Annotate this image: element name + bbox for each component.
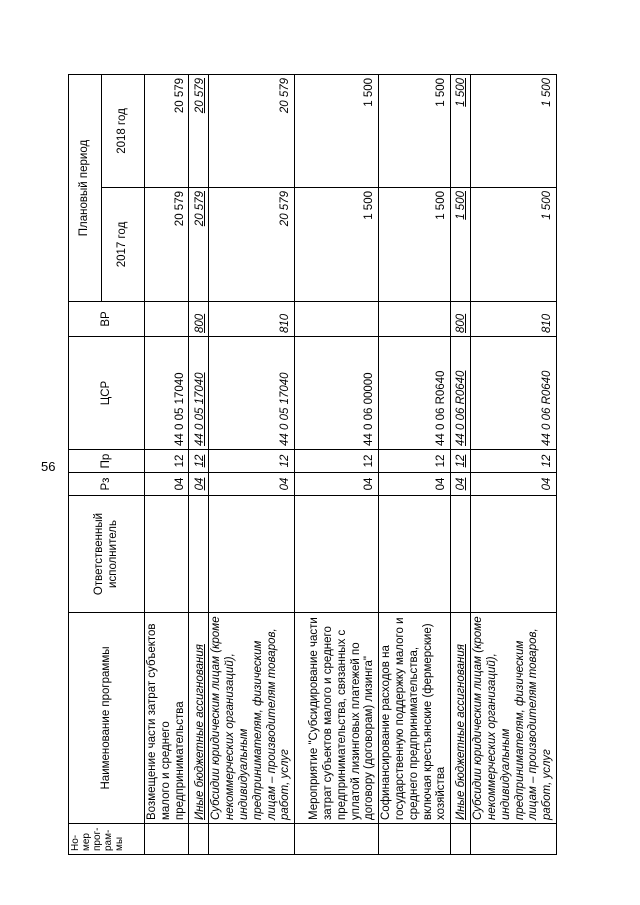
cell-exec bbox=[379, 496, 451, 613]
header-name: Наименование программы bbox=[69, 613, 145, 824]
cell-2018: 1 500 bbox=[379, 74, 451, 187]
cell-vr bbox=[295, 302, 379, 337]
cell-csr: 44 0 06 R0640 bbox=[451, 337, 471, 450]
cell-rz: 04 bbox=[471, 473, 557, 496]
header-vr: ВР bbox=[69, 302, 145, 337]
table-row bbox=[295, 74, 379, 854]
cell-vr bbox=[145, 302, 189, 337]
cell-num bbox=[209, 824, 295, 855]
cell-2017: 1 500 bbox=[451, 188, 471, 302]
cell-pr: 12 bbox=[451, 450, 471, 473]
cell-2017: 20 579 bbox=[145, 188, 189, 302]
page-number: 56 bbox=[41, 459, 56, 474]
table-row bbox=[379, 74, 451, 854]
table-row bbox=[209, 74, 295, 854]
cell-csr: 44 0 06 R0640 bbox=[471, 337, 557, 450]
cell-csr: 44 0 06 00000 bbox=[295, 337, 379, 450]
cell-vr: 800 bbox=[451, 302, 471, 337]
cell-2017: 1 500 bbox=[295, 188, 379, 302]
cell-2018: 20 579 bbox=[189, 74, 209, 187]
cell-2017: 20 579 bbox=[189, 188, 209, 302]
cell-num bbox=[189, 824, 209, 855]
cell-rz: 04 bbox=[189, 473, 209, 496]
cell-pr: 12 bbox=[189, 450, 209, 473]
header-pr: Пр bbox=[69, 450, 145, 473]
cell-rz: 04 bbox=[145, 473, 189, 496]
cell-exec bbox=[189, 496, 209, 613]
cell-csr: 44 0 05 17040 bbox=[145, 337, 189, 450]
cell-csr: 44 0 05 17040 bbox=[189, 337, 209, 450]
cell-2018: 1 500 bbox=[295, 74, 379, 187]
cell-pr: 12 bbox=[209, 450, 295, 473]
cell-name: Субсидии юридическим лицам (кроме некоммерческих организаций), индивидуальным предпринимателям, физическим лицам – производителям товаров, работ, услуг bbox=[471, 613, 557, 824]
header-2017: 2017 год bbox=[102, 188, 145, 302]
header-num: Но-мер прог-рам-мы bbox=[69, 824, 145, 855]
cell-exec bbox=[451, 496, 471, 613]
cell-2017: 20 579 bbox=[209, 188, 295, 302]
cell-rz: 04 bbox=[209, 473, 295, 496]
rotated-table-wrapper bbox=[68, 75, 554, 855]
table-row bbox=[189, 74, 209, 854]
cell-2018: 20 579 bbox=[145, 74, 189, 187]
cell-name: Иные бюджетные ассигнования bbox=[189, 613, 209, 824]
cell-num bbox=[145, 824, 189, 855]
cell-2018: 1 500 bbox=[471, 74, 557, 187]
cell-2018: 20 579 bbox=[209, 74, 295, 187]
cell-pr: 12 bbox=[471, 450, 557, 473]
header-plan: Плановый период bbox=[69, 74, 102, 301]
budget-table bbox=[68, 74, 557, 855]
cell-pr: 12 bbox=[145, 450, 189, 473]
cell-pr: 12 bbox=[295, 450, 379, 473]
cell-exec bbox=[295, 496, 379, 613]
cell-vr bbox=[379, 302, 451, 337]
table-row bbox=[145, 74, 189, 854]
table-row bbox=[471, 74, 557, 854]
cell-rz: 04 bbox=[451, 473, 471, 496]
cell-vr: 800 bbox=[189, 302, 209, 337]
cell-2017: 1 500 bbox=[471, 188, 557, 302]
cell-name: Возмещение части затрат субъектов малого и среднего предпринимательства bbox=[145, 613, 189, 824]
cell-name: Субсидии юридическим лицам (кроме некоммерческих организаций), индивидуальным предпринимателям, физическим лицам – производителям товаров, работ, услуг bbox=[209, 613, 295, 824]
cell-exec bbox=[471, 496, 557, 613]
cell-name: Иные бюджетные ассигнования bbox=[451, 613, 471, 824]
cell-rz: 04 bbox=[379, 473, 451, 496]
header-csr: ЦСР bbox=[69, 337, 145, 450]
table-row bbox=[451, 74, 471, 854]
cell-2018: 1 500 bbox=[451, 74, 471, 187]
header-2018: 2018 год bbox=[102, 74, 145, 187]
cell-exec bbox=[209, 496, 295, 613]
cell-pr: 12 bbox=[379, 450, 451, 473]
cell-exec bbox=[145, 496, 189, 613]
cell-num bbox=[471, 824, 557, 855]
cell-name: Мероприятие "Субсидирование части затрат субъектов малого и среднего предпринимательства, связанных с уплатой лизинговых платежей по договору (договорам) лизинга" bbox=[295, 613, 379, 824]
cell-num bbox=[451, 824, 471, 855]
cell-csr: 44 0 05 17040 bbox=[209, 337, 295, 450]
cell-csr: 44 0 06 R0640 bbox=[379, 337, 451, 450]
header-exec: Ответственный исполнитель bbox=[69, 496, 145, 613]
cell-name: Софинансирование расходов на государственную поддержку малого и среднего предпринимательства, включая крестьянские (фермерские) хозяйства bbox=[379, 613, 451, 824]
cell-num bbox=[295, 824, 379, 855]
cell-vr: 810 bbox=[471, 302, 557, 337]
cell-vr: 810 bbox=[209, 302, 295, 337]
cell-rz: 04 bbox=[295, 473, 379, 496]
cell-num bbox=[379, 824, 451, 855]
cell-2017: 1 500 bbox=[379, 188, 451, 302]
header-rz: Рз bbox=[69, 473, 145, 496]
